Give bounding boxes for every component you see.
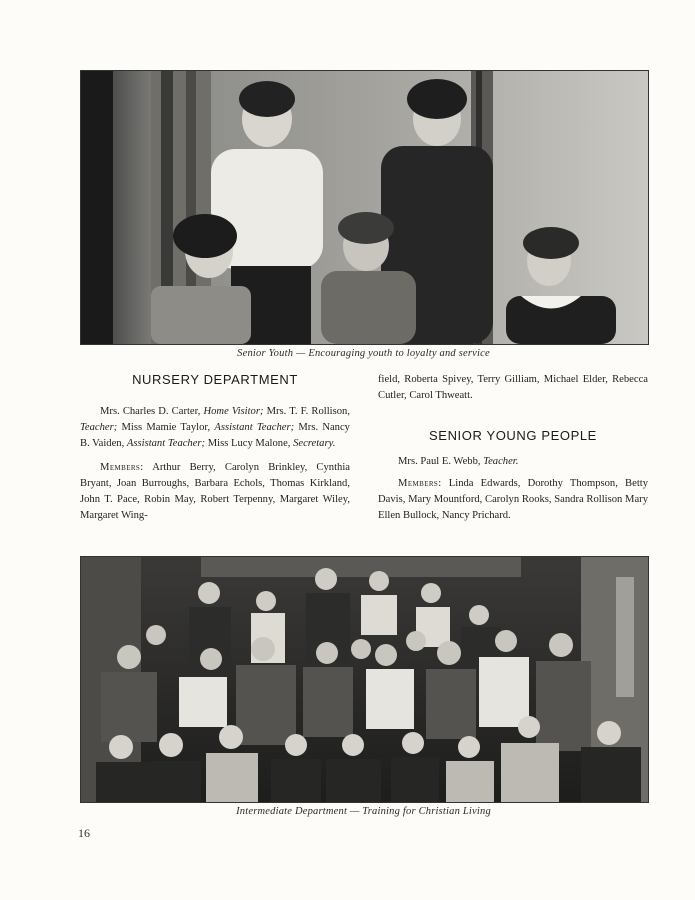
nursery-staff: Mrs. Charles D. Carter, Home Visitor; Mrs. T. F. Rollison, Teacher; Miss Mamie Taylor, Assistant Teacher; Mrs. Nancy B. Vaiden, Assistant Teacher; Miss Lucy Malone, Secretary. xyxy=(80,406,350,449)
senior-young-members: Members: Linda Edwards, Dorothy Thompson, Betty Davis, Mary Mountford, Carolyn Rooks, Sandra Rollison Mary Ellen Bullock, Nancy Prichard. xyxy=(378,478,648,521)
intermediate-department-photo-image xyxy=(81,557,648,802)
senior-young-teacher: Mrs. Paul E. Webb, Teacher. xyxy=(398,456,519,467)
nursery-heading: NURSERY DEPARTMENT xyxy=(132,372,298,387)
senior-youth-photo-image xyxy=(81,71,648,344)
nursery-members: Members: Arthur Berry, Carolyn Brinkley, Cynthia Bryant, Joan Burroughs, Barbara Echols, Thomas Kirkland, John T. Pace, Robin May, Robert Terpenny, Margaret Wiley, Margaret Wing- xyxy=(80,462,350,521)
senior-young-heading: SENIOR YOUNG PEOPLE xyxy=(429,428,597,443)
intermediate-department-caption: Intermediate Department — Training for Christian Living xyxy=(236,806,491,817)
left-column xyxy=(80,372,350,524)
intermediate-department-photo xyxy=(80,556,649,803)
senior-youth-photo xyxy=(80,70,649,345)
senior-youth-caption: Senior Youth — Encouraging youth to loyalty and service xyxy=(237,348,490,359)
page-number: 16 xyxy=(78,826,90,840)
right-column xyxy=(378,372,648,524)
nursery-members-continued: field, Roberta Spivey, Terry Gilliam, Michael Elder, Rebecca Cutler, Carol Thweatt. xyxy=(378,374,648,401)
